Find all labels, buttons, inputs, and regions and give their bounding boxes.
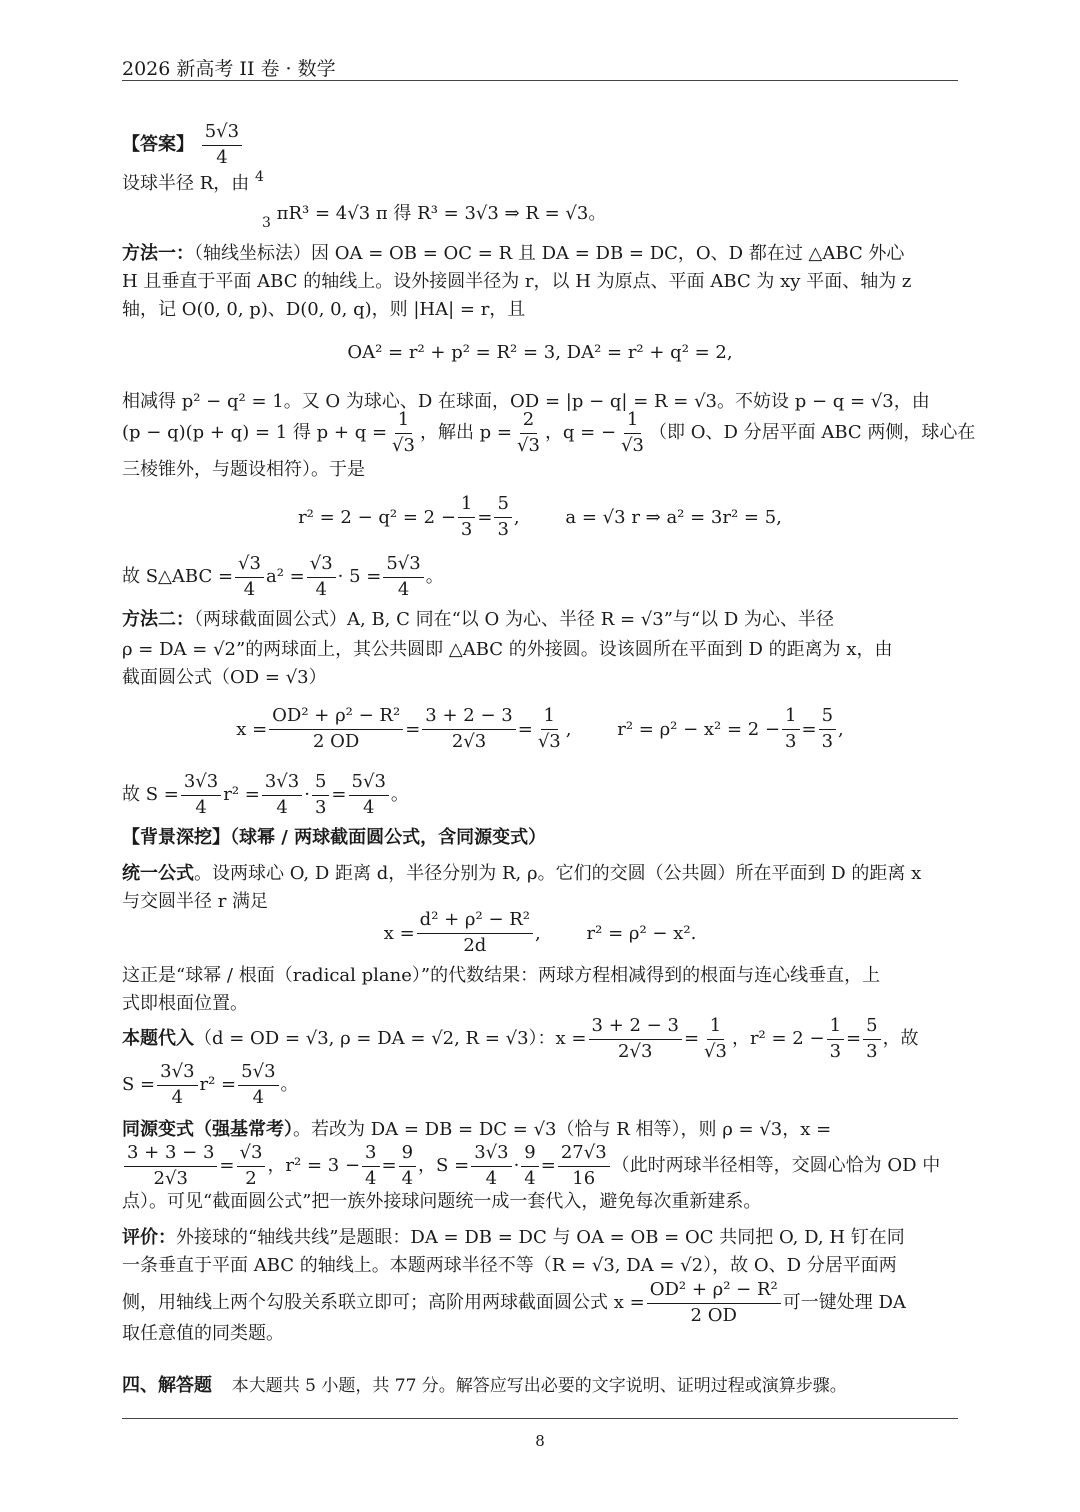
m2-l4d: = (331, 784, 347, 805)
bg-p3-line2 (122, 1062, 958, 1108)
bg-p5-title: 评价： (122, 1227, 176, 1248)
bg-p4-a: ，r² = 3 − (267, 1155, 361, 1176)
frac-den: 16 (572, 1167, 596, 1189)
m2-l4a: 故 S = (122, 784, 179, 805)
frac-num: 5 (863, 1016, 880, 1040)
frac-den: 2 OD (313, 730, 360, 752)
frac-num: 3√3 (471, 1143, 511, 1167)
bg-p2-line2: 式即根面位置。 (122, 993, 248, 1014)
answer-label: 【答案】 (122, 134, 194, 156)
m1-l5b: ，解出 p = (419, 422, 513, 443)
frac-den: 4 (485, 1167, 498, 1189)
bg-p3-line1: 本题代入 （d = OD = √3, ρ = DA = √2, R = √3）：x = $\frac{3 + 2 - 3}{2√3}$ = $\frac{1}{√3}$ ，r² = 2 − $\frac{1}{3}$ = $\frac{5}{3}$ ，故 (122, 1014, 919, 1062)
frac-num: 3√3 (262, 772, 302, 796)
m1-frac-3 (618, 410, 647, 456)
m2-eq1-frac2 (422, 706, 515, 752)
m1-l5a: (p − q)(p + q) = 1 得 p + q = (122, 422, 388, 443)
bg-p3-frac6 (238, 1062, 278, 1108)
bg-eq-b: , r² = ρ² − x². (535, 922, 697, 944)
bg-p3-e: r² = (199, 1074, 237, 1095)
frac-num: 1 (541, 706, 558, 730)
setup-equation: πR³ = 4√3 π 得 R³ = 3√3 ⇒ R = √3。 (276, 203, 607, 224)
section4-line (122, 1370, 958, 1402)
bg-p2-line1: 这正是“球幂 / 根面（radical plane）”的代数结果：两球方程相减得到的根面与连心线垂直，上 (122, 965, 881, 986)
answer-fraction (202, 122, 242, 168)
bg-p4-frac1 (124, 1143, 217, 1189)
bg-p1-line2: 与交圆半径 r 满足 (122, 891, 269, 912)
bg-eq-a: x = (383, 922, 415, 944)
frac-num: 1 (827, 1016, 844, 1040)
bg-p4-b: ，S = (418, 1155, 470, 1176)
method1-text1: （轴线坐标法）因 OA = OB = OC = R 且 DA = DB = DC，O、D 都在过 △ABC 外心 (194, 243, 905, 264)
frac-num: 3√3 (181, 772, 221, 796)
m1-eq2-frac2 (494, 494, 511, 540)
method1-eq1: OA² = r² + p² = R² = 3, DA² = r² + q² = 2, (347, 342, 733, 363)
bg-p4-frac5 (471, 1143, 511, 1189)
bg-p5-b: 可一键处理 DA (782, 1292, 906, 1313)
frac-num: √3 (237, 1143, 266, 1167)
frac-num: 5√3 (349, 772, 389, 796)
m2-eq1-frac1 (269, 706, 403, 752)
method2-line3: 截面圆公式（OD = √3） (122, 667, 327, 688)
method1-line3: 轴，记 O(0, 0, p)、D(0, 0, q)，则 |HA| = r，且 (122, 299, 526, 320)
m1-l5d: （即 O、D 分居平面 ABC 两侧，球心在 (649, 422, 976, 443)
m1-eq2a: r² = 2 − q² = 2 − (298, 506, 456, 528)
frac-num: OD² + ρ² − R² (647, 1280, 781, 1304)
m1-l7-frac3 (383, 554, 423, 600)
frac-num: 1 (707, 1016, 724, 1040)
method1-eq2 (122, 494, 958, 540)
setup-frac-den: 3 (262, 215, 271, 231)
frac-den: 4 (362, 796, 375, 818)
bg-p3-frac4 (863, 1016, 880, 1062)
frac-den: 4 (243, 578, 256, 600)
frac-num: √3 (307, 554, 336, 578)
method2-line2: ρ = DA = √2”的两球面上，其公共圆即 △ABC 的外接圆。设该圆所在平面到 D 的距离为 x，由 (122, 639, 893, 660)
m1-eq2b: = (477, 506, 493, 528)
frac-num: 9 (399, 1143, 416, 1167)
frac-num: 3 (362, 1143, 379, 1167)
frac-num: 2 (520, 410, 537, 434)
m1-l7c: · 5 = (337, 566, 382, 587)
frac-den: 3 (829, 1040, 842, 1062)
m1-l7b: a² = (265, 566, 305, 587)
method1-line5 (122, 408, 976, 456)
answer-den: 4 (216, 146, 228, 168)
frac-num: d² + ρ² − R² (417, 910, 533, 934)
frac-den: 4 (401, 1167, 414, 1189)
frac-den: 2 OD (690, 1304, 737, 1326)
bg-p5-a: 侧，用轴线上两个勾股关系联立即可；高阶用两球截面圆公式 x = (122, 1292, 645, 1313)
header-rule (122, 80, 958, 81)
frac-num: 3 + 2 − 3 (589, 1016, 682, 1040)
bg-p4-line2: $\frac{3 + 3 - 3}{2√3}$ = $\frac{√3}{2}$ ，r² = 3 − $\frac{3}{4}$ = $\frac{9}{4}$ ，S = $\frac{3√3}{4}$ · $\frac{9}{4}$ = $\frac{27√3}{16}$ （此时两球半径相等，交圆心恰为 OD 中 (122, 1144, 958, 1188)
background-title: 【背景深挖】（球幂 / 两球截面圆公式，含同源变式） (122, 827, 547, 848)
bg-p4-title: 同源变式（强基常考） (122, 1119, 293, 1140)
bg-p3-b: ，r² = 2 − (731, 1028, 825, 1049)
page-number: 8 (535, 1432, 545, 1450)
m2-l4b: r² = (223, 784, 260, 805)
m2-eq1-frac4 (782, 706, 799, 752)
m1-l5c: ，q = − (544, 422, 617, 443)
bg-p4-frac2 (237, 1143, 266, 1189)
bg-p4-line3: 点）。可见“截面圆公式”把一族外接球问题统一成一套代入，避免每次重新建系。 (122, 1191, 762, 1212)
method2-line1 (122, 604, 958, 636)
m1-l7d: 。 (425, 566, 444, 587)
m1-frac-1 (389, 410, 418, 456)
frac-den: 3 (785, 730, 797, 752)
footer-rule (122, 1418, 958, 1419)
method1-line6: 三棱锥外，与题设相符）。于是 (122, 459, 365, 480)
method2-title: 方法二： (122, 609, 194, 630)
frac-num: 9 (521, 1143, 538, 1167)
m2-eq1-frac5 (819, 706, 836, 752)
frac-den: 4 (315, 578, 327, 600)
frac-num: 3√3 (157, 1062, 197, 1086)
frac-num: 5√3 (383, 554, 423, 578)
bg-p4-frac3 (362, 1143, 379, 1189)
method1-title: 方法一： (122, 243, 194, 264)
bg-p4-text1: 。若改为 DA = DB = DC = √3（恰与 R 相等），则 ρ = √3，x = (293, 1119, 832, 1140)
frac-den: 4 (397, 578, 410, 600)
bg-p1-title: 统一公式 (122, 863, 194, 884)
bg-p3-c: ，故 (882, 1028, 919, 1049)
bg-p4-c: （此时两球半径相等，交圆心恰为 OD 中 (611, 1155, 941, 1176)
m2-l4-frac2 (262, 772, 302, 818)
frac-den: 2d (463, 934, 487, 956)
frac-den: 2√3 (153, 1167, 188, 1189)
m2-l4e: 。 (390, 784, 409, 805)
m2-l4-frac1 (181, 772, 221, 818)
m2-eq1c: , (838, 718, 844, 740)
setup-text: 设球半径 R，由 (122, 173, 250, 194)
frac-den: 4 (171, 1086, 184, 1108)
method2-text1: （两球截面圆公式）A, B, C 同在“以 O 为心、半径 R = √3”与“以 D 为心、半径 (194, 609, 835, 630)
frac-den: √3 (621, 434, 644, 456)
frac-den: 2 (245, 1167, 257, 1189)
bg-p3-frac3 (827, 1016, 844, 1062)
section4-title: 四、解答题 (122, 1375, 212, 1396)
frac-den: 3 (821, 730, 834, 752)
bg-p1-text: 。设两球心 O, D 距离 d，半径分别为 R, ρ。它们的交圆（公共圆）所在平面到 D 的距离 x (194, 863, 922, 884)
m2-eq1-frac3 (535, 706, 564, 752)
frac-num: 3 + 2 − 3 (422, 706, 515, 730)
section4-text: 本大题共 5 小题，共 77 分。解答应写出必要的文字说明、证明过程或演算步骤。 (231, 1376, 847, 1396)
bg-p3-title: 本题代入 (122, 1028, 194, 1049)
m2-l4c: · (304, 784, 310, 805)
frac-num: 5 (819, 706, 836, 730)
frac-num: 1 (624, 410, 641, 434)
frac-den: 3 (460, 518, 473, 540)
bg-p4-frac4 (399, 1143, 416, 1189)
answer-line (122, 122, 958, 168)
bg-p3-frac1 (589, 1016, 682, 1062)
frac-num: 3 + 3 − 3 (124, 1143, 217, 1167)
frac-den: 3 (497, 518, 509, 540)
m1-l7a: 故 S△ABC = (122, 566, 234, 587)
setup-line1 (122, 168, 958, 201)
frac-num: 5 (312, 772, 329, 796)
frac-den: 3 (866, 1040, 878, 1062)
frac-den: 4 (365, 1167, 377, 1189)
m1-frac-2 (514, 410, 543, 456)
bg-p3-d: S = (122, 1074, 156, 1095)
setup-frac-num: 4 (255, 169, 264, 185)
bg-p5-line2: 一条垂直于平面 ABC 的轴线上。本题两球半径不等（R = √3, DA = √2），故 O、D 分居平面两 (122, 1255, 897, 1276)
frac-num: OD² + ρ² − R² (269, 706, 403, 730)
bg-p3-f: 。 (280, 1074, 299, 1095)
frac-num: 1 (395, 410, 412, 434)
bg-eq (122, 910, 958, 956)
m2-l4-frac3 (312, 772, 329, 818)
frac-num: 27√3 (558, 1143, 610, 1167)
bg-p3-a: （d = OD = √3, ρ = DA = √2, R = √3）：x = (194, 1028, 587, 1049)
frac-num: 5√3 (238, 1062, 278, 1086)
frac-den: √3 (517, 434, 540, 456)
frac-num: 1 (782, 706, 799, 730)
frac-den: 2√3 (618, 1040, 653, 1062)
m1-eq2-frac1 (458, 494, 475, 540)
method1-line7 (122, 554, 958, 600)
frac-den: 2√3 (451, 730, 487, 752)
frac-den: 4 (195, 796, 207, 818)
bg-eq-frac (417, 910, 533, 956)
frac-den: 4 (276, 796, 288, 818)
frac-den: √3 (704, 1040, 727, 1062)
frac-num: 1 (458, 494, 475, 518)
method2-eq1: x = $\frac{\text{OD² + ρ² − R²}}{2 OD}$ = $\frac{3 + 2 - 3}{2√3}$ = $\frac{1}{√3}$ , r² = ρ² − x² = 2 − $\frac{1}{3}$ = $\frac{5}{3}$ , (236, 704, 844, 752)
frac-den: √3 (392, 434, 415, 456)
m1-eq2c: , a = √3 r ⇒ a² = 3r² = 5, (513, 506, 782, 528)
bg-p5-text1: 外接球的“轴线共线”是题眼：DA = DB = DC 与 OA = OB = OC 共同把 O, D, H 钉在同 (176, 1227, 905, 1248)
setup-line2 (262, 198, 962, 231)
frac-num: 5 (494, 494, 511, 518)
method2-line4 (122, 772, 958, 818)
answer-num: 5√3 (202, 122, 242, 146)
frac-den: 4 (252, 1086, 265, 1108)
method1-line2: H 且垂直于平面 ABC 的轴线上。设外接圆半径为 r，以 H 为原点、平面 ABC 为 xy 平面、轴为 z (122, 271, 912, 292)
m1-l7-frac1 (235, 554, 264, 600)
m1-l7-frac2 (307, 554, 336, 600)
method1-line4: 相减得 p² − q² = 1。又 O 为球心、D 在球面，OD = |p − q| = R = √3。不妨设 p − q = √3，由 (122, 391, 930, 412)
frac-den: √3 (537, 730, 561, 752)
bg-p4-frac6 (521, 1143, 538, 1189)
bg-p3-frac5 (157, 1062, 197, 1108)
frac-den: 3 (314, 796, 327, 818)
bg-p5-line4: 取任意值的同类题。 (122, 1323, 284, 1344)
frac-den: 4 (524, 1167, 536, 1189)
m2-eq1a: x = (236, 718, 268, 740)
bg-p4-frac7 (558, 1143, 610, 1189)
m2-l4-frac4 (349, 772, 389, 818)
frac-num: √3 (235, 554, 264, 578)
bg-p3-frac2 (701, 1016, 730, 1062)
m2-eq1b: , r² = ρ² − x² = 2 − (565, 718, 781, 740)
page-header: 2026 新高考 II 卷 · 数学 (122, 58, 336, 80)
